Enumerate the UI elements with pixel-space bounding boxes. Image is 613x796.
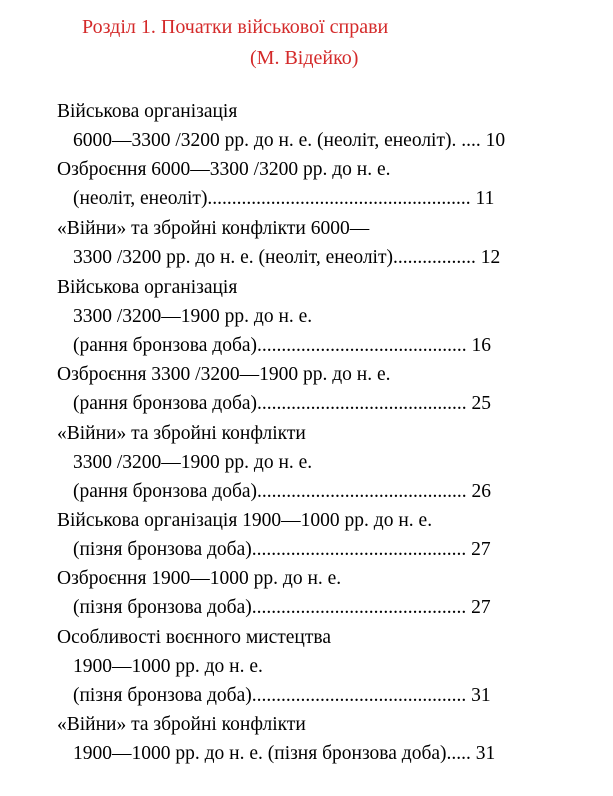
toc-entry-continuation: (пізня бронзова доба)............................................ 27 xyxy=(73,539,491,560)
toc-entry-title: Озброєння 1900—1000 рр. до н. е. xyxy=(57,568,342,589)
toc-entry-title: «Війни» та збройні конфлікти xyxy=(57,423,306,444)
toc-entry-title: «Війни» та збройні конфлікти 6000— xyxy=(57,218,370,239)
toc-entry-continuation: (пізня бронзова доба)............................................ 27 xyxy=(73,597,491,618)
section-title: Розділ 1. Початки військової справи xyxy=(82,16,389,38)
toc-entry-title: Особливості воєнного мистецтва xyxy=(57,627,331,648)
toc-entry-continuation: (рання бронзова доба)........................................... 25 xyxy=(73,393,492,414)
toc-entry-continuation: 3300 /3200—1900 рр. до н. е. xyxy=(73,452,313,473)
toc-entry-continuation: 1900—1000 рр. до н. е. (пізня бронзова доба)..... 31 xyxy=(73,743,496,764)
toc-entry-title: Військова організація xyxy=(57,277,238,298)
toc-entry-continuation: 1900—1000 рр. до н. е. xyxy=(73,656,263,677)
toc-entry-title: Військова організація 1900—1000 рр. до н. е. xyxy=(57,510,433,531)
toc-entry-continuation: (неоліт, енеоліт)...................................................... 11 xyxy=(73,188,495,209)
toc-entry-continuation: (рання бронзова доба)........................................... 16 xyxy=(73,335,492,356)
toc-entry-continuation: 3300 /3200 рр. до н. е. (неоліт, енеоліт)................. 12 xyxy=(73,247,501,268)
toc-entry-title: «Війни» та збройні конфлікти xyxy=(57,714,306,735)
toc-entry-title: Озброєння 3300 /3200—1900 рр. до н. е. xyxy=(57,364,391,385)
toc-entry-title: Озброєння 6000—3300 /3200 рр. до н. е. xyxy=(57,159,391,180)
toc-entry-continuation: (пізня бронзова доба)............................................ 31 xyxy=(73,685,491,706)
toc-entry-continuation: 6000—3300 /3200 рр. до н. е. (неоліт, енеоліт). .... 10 xyxy=(73,130,506,151)
toc-entry-continuation: (рання бронзова доба)........................................... 26 xyxy=(73,481,492,502)
toc-entry-title: Військова організація xyxy=(57,101,238,122)
section-author: (М. Відейко) xyxy=(250,47,359,69)
toc-entry-continuation: 3300 /3200—1900 рр. до н. е. xyxy=(73,306,313,327)
